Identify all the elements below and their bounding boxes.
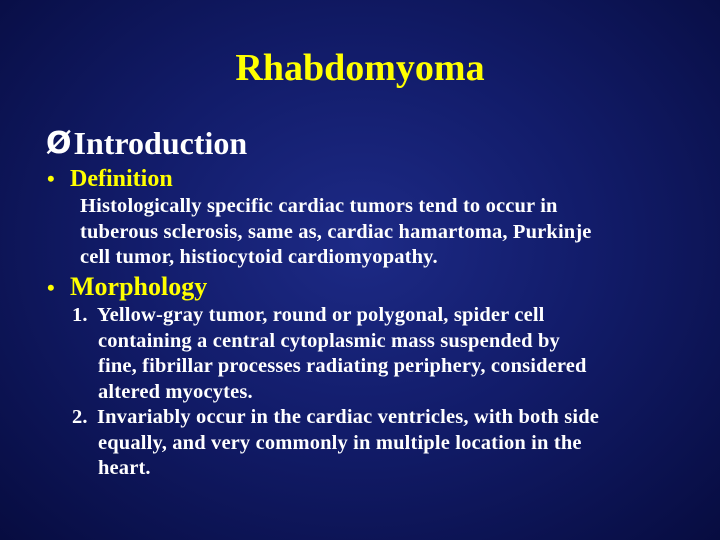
arrow-bullet-icon: Ø bbox=[46, 126, 72, 161]
text-line: equally, and very commonly in multiple location in the bbox=[98, 431, 582, 454]
bullet-label-morphology: Morphology bbox=[70, 272, 208, 301]
item-number: 1. bbox=[72, 304, 88, 326]
item-number: 2. bbox=[72, 406, 88, 428]
section-heading bbox=[46, 122, 247, 165]
section-label: Introduction bbox=[73, 125, 248, 161]
text-line: heart. bbox=[98, 457, 151, 479]
numbered-item-2 bbox=[72, 405, 599, 482]
definition-text bbox=[80, 194, 592, 271]
numbered-item-1 bbox=[72, 303, 587, 405]
text-line: tuberous sclerosis, same as, cardiac hamartoma, Purkinje bbox=[80, 220, 592, 243]
text-line: Yellow-gray tumor, round or polygonal, spider cell bbox=[97, 304, 545, 326]
text-line: altered myocytes. bbox=[98, 380, 253, 403]
text-line: Invariably occur in the cardiac ventricles, with both side bbox=[97, 406, 600, 428]
bullet-marker: • bbox=[47, 275, 55, 300]
bullet-marker: • bbox=[47, 166, 55, 191]
slide-title: Rhabdomyoma bbox=[235, 47, 485, 89]
text-line: fine, fibrillar processes radiating periphery, considered bbox=[98, 355, 587, 377]
bullet-label-definition: Definition bbox=[70, 166, 173, 192]
text-line: Histologically specific cardiac tumors tend to occur in bbox=[80, 195, 558, 217]
text-line: cell tumor, histiocytoid cardiomyopathy. bbox=[80, 246, 438, 268]
text-line: containing a central cytoplasmic mass suspended by bbox=[98, 329, 560, 352]
